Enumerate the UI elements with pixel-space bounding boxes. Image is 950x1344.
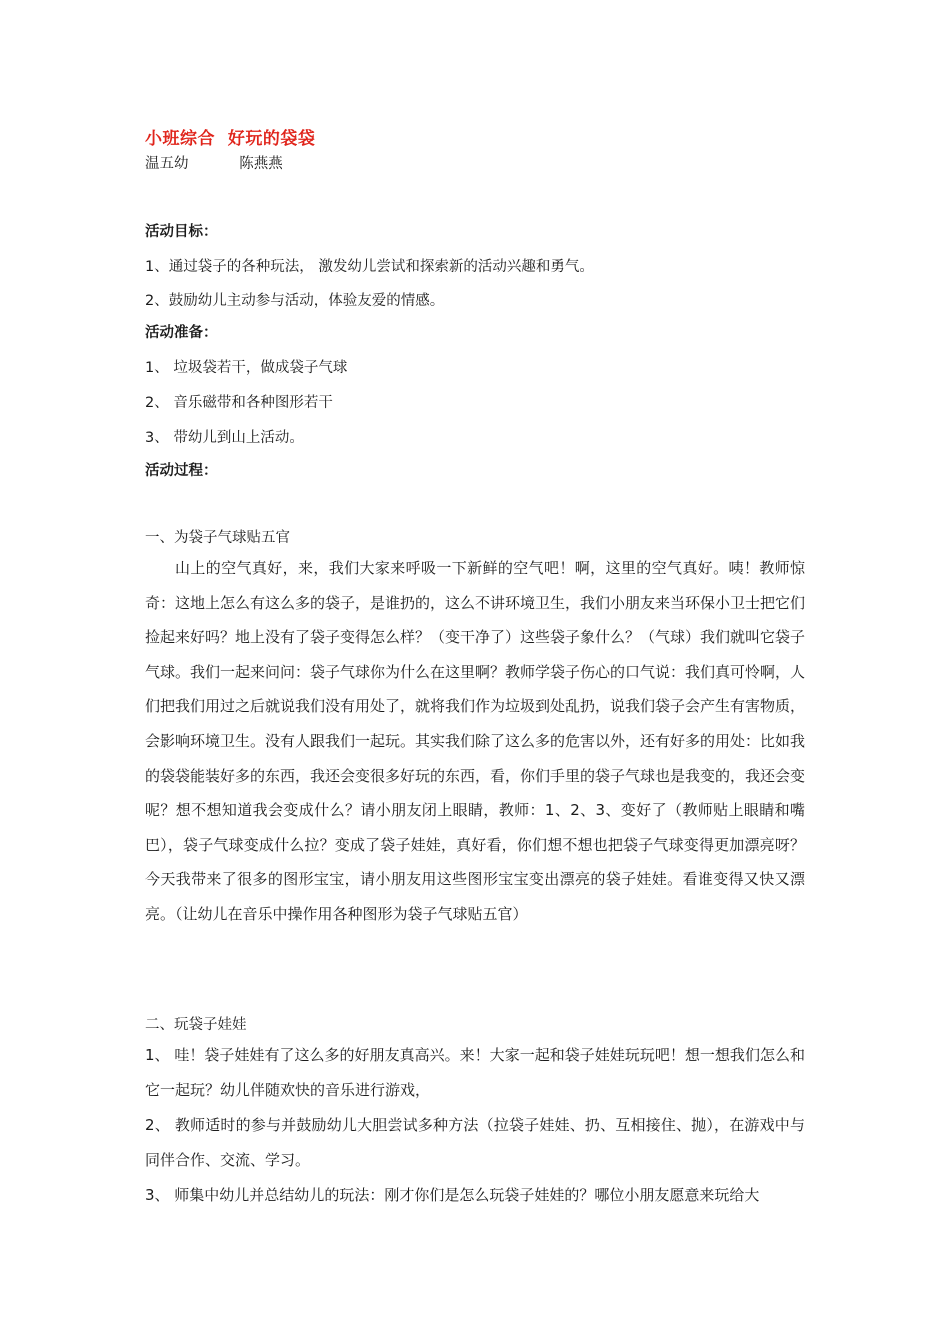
prep-item: 2、 音乐磁带和各种图形若干 [145, 395, 333, 411]
process-heading: 活动过程： [145, 463, 218, 479]
prep-item: 1、 垃圾袋若干，做成袋子气球 [145, 360, 348, 376]
author-line: 温五幼 陈燕燕 [145, 156, 283, 172]
section1-body: 山上的空气真好，来，我们大家来呼吸一下新鲜的空气吧！啊，这里的空气真好。咦！教师惊奇：这地上怎么有这么多的袋子，是谁扔的，这么不讲环境卫生，我们小朋友来当环保小卫士把它们捡起来好吗？地上没有了袋子变得怎么样？（变干净了）这些袋子象什么？（气球）我们就叫它袋子气球。我们一起来问问：袋子气球你为什么在这里啊？教师学袋子伤心的口气说：我们真可怜啊，人们把我们用过之后就说我们没有用处了，就将我们作为垃圾到处乱扔，说我们袋子会产生有害物质，会影响环境卫生。没有人跟我们一起玩。其实我们除了这么多的危害以外，还有好多的用处：比如我的袋袋能装好多的东西，我还会变很多好玩的东西，看，你们手里的袋子气球也是我变的，我还会变呢？想不想知道我会变成什么？请小朋友闭上眼睛，教师：1、2、3、变好了（教师贴上眼睛和嘴巴），袋子气球变成什么拉？变成了袋子娃娃，真好看，你们想不想也把袋子气球变得更加漂亮呀？今天我带来了很多的图形宝宝，请小朋友用这些图形宝宝变出漂亮的袋子娃娃。看谁变得又快又漂亮。（让幼儿在音乐中操作用各种图形为袋子气球贴五官） [145, 559, 806, 923]
prep-item: 3、 带幼儿到山上活动。 [145, 430, 304, 446]
section2-item: 2、 教师适时的参与并鼓励幼儿大胆尝试多种方法（拉袋子娃娃、扔、互相接住、抛），在游戏中与同伴合作、交流、学习。 [145, 1116, 805, 1169]
section2-item: 1、 哇！袋子娃娃有了这么多的好朋友真高兴。来！大家一起和袋子娃娃玩玩吧！想一想我们怎么和它一起玩？幼儿伴随欢快的音乐进行游戏， [145, 1046, 805, 1099]
document-title: 小班综合 好玩的袋袋 [145, 129, 316, 149]
goal-item: 1、通过袋子的各种玩法， 激发幼儿尝试和探索新的活动兴趣和勇气。 [145, 259, 594, 275]
goals-heading: 活动目标： [145, 224, 218, 240]
goal-item: 2、鼓励幼儿主动参与活动，体验友爱的情感。 [145, 293, 445, 309]
prep-heading: 活动准备： [145, 325, 218, 341]
section2-item: 3、 师集中幼儿并总结幼儿的玩法：刚才你们是怎么玩袋子娃娃的？哪位小朋友愿意来玩给大 [145, 1186, 760, 1204]
section2-title: 二、玩袋子娃娃 [145, 1017, 247, 1033]
section1-title: 一、为袋子气球贴五官 [145, 530, 290, 546]
